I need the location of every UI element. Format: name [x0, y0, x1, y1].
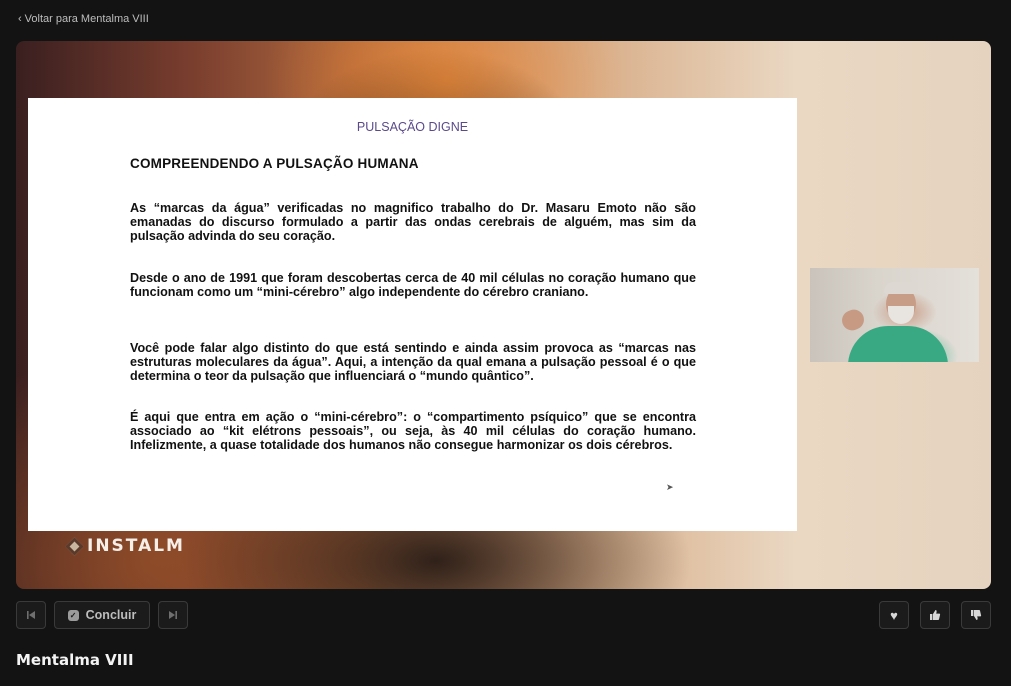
next-lesson-button[interactable] — [158, 601, 188, 629]
conclude-button[interactable] — [54, 601, 150, 629]
diamond-logo-icon — [65, 537, 83, 555]
skip-next-icon — [168, 610, 178, 620]
brand-name: INSTALM — [87, 536, 185, 556]
slide-header: PULSAÇÃO DIGNE — [356, 120, 469, 134]
like-button[interactable] — [920, 601, 950, 629]
previous-lesson-button[interactable] — [16, 601, 46, 629]
thumbs-up-icon — [929, 609, 941, 621]
conclude-label: Concluir — [85, 608, 137, 622]
slide-paragraph: É aqui que entra em ação o “mini-cérebro”: o “compartimento psíquico” que se encontra associado ao “kit elétrons pessoais”, ou seja, às 40 mil células do coração humano. Infelizmente, a quase totalidade dos humanos não consegue harmonizar os dois cérebros. — [130, 410, 696, 452]
webcam-overlay — [810, 268, 979, 362]
presenter-body — [848, 326, 948, 362]
check-icon: ✓ — [68, 610, 79, 621]
back-link-label: Voltar para Mentalma VIII — [24, 13, 149, 25]
slide-title: COMPREENDENDO A PULSAÇÃO HUMANA — [130, 156, 419, 171]
brand-logo — [68, 536, 185, 556]
heart-icon: ♥ — [890, 607, 898, 623]
slide-paragraph: Desde o ano de 1991 que foram descobertas cerca de 40 mil células no coração humano que funcionam como um “mini-cérebro” algo independente do cérebro craniano. — [130, 271, 696, 299]
chevron-left-icon: ‹ — [18, 13, 22, 25]
feedback-controls — [879, 601, 991, 629]
favorite-button[interactable] — [879, 601, 909, 629]
mouse-cursor-icon: ➤ — [666, 482, 674, 492]
presenter-beard — [888, 306, 914, 324]
skip-previous-icon — [26, 610, 36, 620]
slide-paragraph: Você pode falar algo distinto do que está sentindo e ainda assim provoca as “marcas nas estruturas moleculares da água”. Aqui, a intenção da qual emana a pulsação pessoal é o que determina o teor da pulsação que influenciará o “mundo quântico”. — [130, 341, 696, 383]
slide-paragraph: As “marcas da água” verificadas no magnifico trabalho do Dr. Masaru Emoto não são emanadas do discurso formulado a partir das ondas cerebrais de alguém, mas sim da pulsação advinda do seu coração. — [130, 201, 696, 243]
lesson-controls — [16, 601, 188, 629]
back-link[interactable] — [18, 13, 149, 25]
lesson-title: Mentalma VIII — [16, 651, 134, 669]
thumbs-down-icon — [970, 609, 982, 621]
presenter-hair — [884, 282, 918, 294]
dislike-button[interactable] — [961, 601, 991, 629]
presentation-slide — [28, 98, 797, 531]
video-player[interactable] — [16, 41, 991, 589]
presenter-hand — [839, 307, 867, 333]
